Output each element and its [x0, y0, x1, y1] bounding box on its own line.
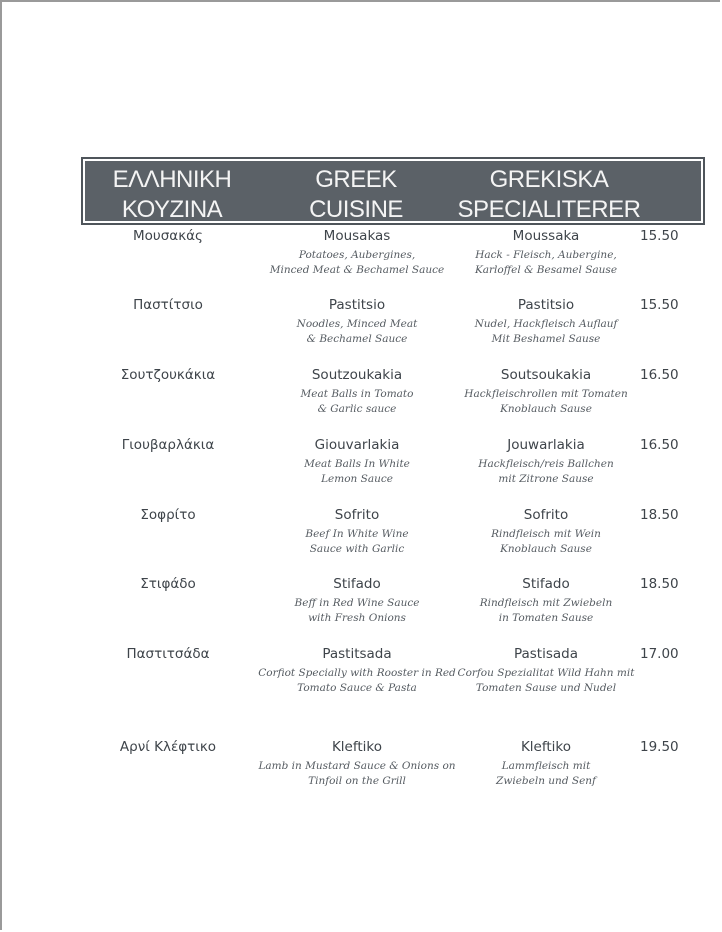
menu-item — [0, 297, 722, 357]
item-name-greek: Μουσακάς — [133, 228, 203, 244]
item-price: 18.50 — [640, 576, 679, 592]
desc-line: Rindfleisch mit Zwiebeln — [479, 597, 613, 609]
desc-line: Lamb in Mustard Sauce & Onions on — [258, 760, 456, 772]
desc-line: Tomato Sauce & Pasta — [297, 681, 417, 694]
item-name-german: Moussaka — [512, 228, 580, 244]
item-name-english: Pastitsada — [322, 646, 392, 662]
item-name-english: Kleftiko — [331, 739, 383, 755]
item-desc-german — [446, 596, 646, 625]
header-greek-line2: ΚΟΥΖΙΝΑ — [121, 196, 223, 223]
item-name-greek: Στιφάδο — [140, 576, 196, 592]
item-name-german: Jouwarlakia — [507, 437, 585, 453]
item-name-german: Pastitsio — [517, 297, 575, 313]
desc-line: Beef In White Wine — [305, 528, 409, 540]
item-name-greek: Αρνί Κλέφτικο — [119, 739, 217, 755]
item-name-english: Stifado — [333, 576, 381, 592]
desc-line: Tinfoil on the Grill — [308, 774, 406, 787]
desc-line: & Bechamel Sauce — [306, 332, 408, 345]
header-english — [281, 165, 431, 225]
desc-line: Sauce with Garlic — [309, 542, 405, 555]
desc-line: mit Zitrone Sause — [498, 472, 594, 485]
desc-line: Knoblauch Sause — [500, 542, 592, 555]
item-name-english: Pastitsio — [328, 297, 386, 313]
header-swedish-line1: GREKISKA — [489, 166, 609, 193]
item-desc-english — [257, 666, 457, 695]
item-desc-english — [257, 759, 457, 788]
item-desc-english — [257, 317, 457, 346]
item-name-english: Sofrito — [334, 507, 380, 523]
item-name-german: Kleftiko — [520, 739, 572, 755]
desc-line: Noodles, Minced Meat — [296, 318, 418, 330]
desc-line: & Garlic sauce — [317, 402, 397, 415]
item-price: 18.50 — [640, 507, 679, 523]
desc-line: Lammfleisch mit — [501, 760, 591, 772]
item-name-english: Giouvarlakia — [314, 437, 400, 453]
menu-item — [0, 576, 722, 636]
desc-line: Hack - Fleisch, Aubergine, — [475, 249, 617, 261]
menu-item — [0, 507, 722, 567]
item-desc-german — [446, 527, 646, 556]
item-desc-german — [446, 387, 646, 416]
item-name-german: Soutsoukakia — [500, 367, 592, 383]
item-desc-german — [446, 759, 646, 788]
desc-line: Corfiot Specially with Rooster in Red — [258, 667, 456, 679]
desc-line: in Tomaten Sause — [498, 611, 594, 624]
header-swedish-line2: SPECIALITERER — [457, 196, 641, 223]
item-name-english: Mousakas — [323, 228, 391, 244]
desc-line: Knoblauch Sause — [500, 402, 592, 415]
desc-line: with Fresh Onions — [308, 611, 406, 624]
desc-line: Potatoes, Aubergines, — [298, 249, 416, 261]
desc-line: Meat Balls in Tomato — [300, 388, 414, 400]
desc-line: Mit Beshamel Sause — [491, 332, 601, 345]
item-name-german: Stifado — [522, 576, 570, 592]
header-english-line2: CUISINE — [309, 196, 403, 223]
item-price: 16.50 — [640, 437, 679, 453]
desc-line: Hackfleisch/reis Ballchen — [478, 458, 614, 470]
header-swedish — [449, 165, 649, 225]
desc-line: Nudel, Hackfleisch Auflauf — [474, 318, 618, 330]
item-desc-german — [446, 317, 646, 346]
desc-line: Rindfleisch mit Wein — [491, 528, 601, 540]
item-desc-english — [257, 248, 457, 277]
desc-line: Karloffel & Besamel Sause — [474, 263, 618, 276]
desc-line: Zwiebeln und Senf — [496, 774, 596, 787]
header-english-line1: GREEK — [315, 166, 397, 193]
item-name-greek: Παστιτσάδα — [126, 646, 210, 662]
item-name-greek: Παστίτσιο — [133, 297, 203, 313]
desc-line: Minced Meat & Bechamel Sauce — [269, 263, 445, 276]
menu-item — [0, 228, 722, 288]
header-greek — [97, 165, 247, 225]
item-price: 16.50 — [640, 367, 679, 383]
header-greek-line1: ΕΛΛΗΝΙΚΗ — [112, 166, 232, 193]
desc-line: Lemon Sauce — [321, 472, 393, 485]
item-desc-german — [446, 666, 646, 695]
item-price: 17.00 — [640, 646, 679, 662]
item-name-german: Pastisada — [513, 646, 579, 662]
desc-line: Hackfleischrollen mit Tomaten — [464, 388, 628, 400]
item-price: 19.50 — [640, 739, 679, 755]
desc-line: Meat Balls In White — [304, 458, 410, 470]
item-desc-english — [257, 596, 457, 625]
item-name-german: Sofrito — [523, 507, 569, 523]
menu-item — [0, 367, 722, 427]
item-desc-english — [257, 527, 457, 556]
item-price: 15.50 — [640, 228, 679, 244]
desc-line: Corfou Spezialitat Wild Hahn mit — [457, 667, 635, 679]
item-name-greek: Γιουβαρλάκια — [121, 437, 215, 453]
menu-header — [81, 157, 705, 225]
desc-line: Beff in Red Wine Sauce — [294, 597, 420, 609]
item-desc-english — [257, 387, 457, 416]
menu-item — [0, 739, 722, 799]
item-name-greek: Σοφρίτο — [140, 507, 196, 523]
item-name-greek: Σουτζουκάκια — [120, 367, 216, 383]
item-name-english: Soutzoukakia — [311, 367, 403, 383]
item-desc-german — [446, 457, 646, 486]
desc-line: Tomaten Sause und Nudel — [475, 681, 617, 694]
menu-header-band — [85, 161, 701, 221]
menu-item — [0, 646, 722, 706]
item-desc-english — [257, 457, 457, 486]
item-desc-german — [446, 248, 646, 277]
item-price: 15.50 — [640, 297, 679, 313]
menu-item — [0, 437, 722, 497]
